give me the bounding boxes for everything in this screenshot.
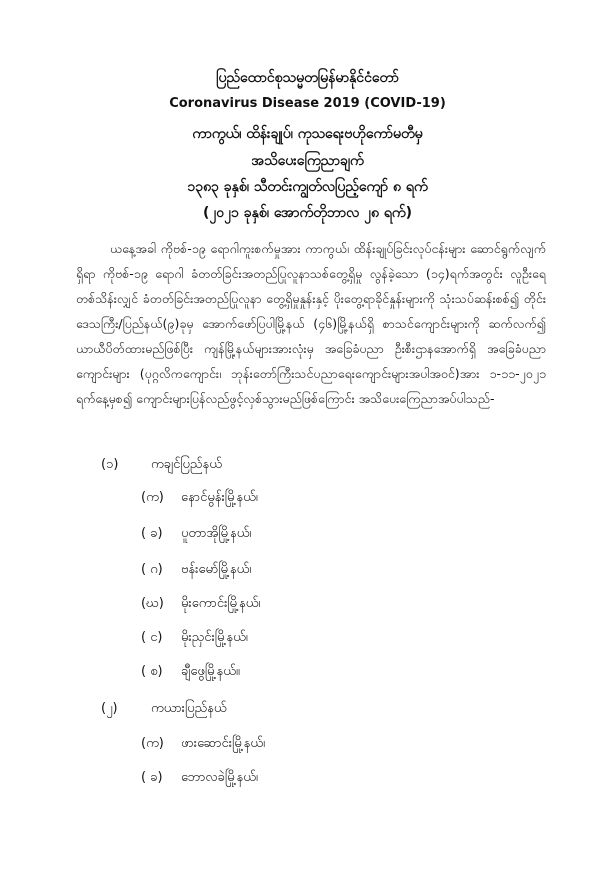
- myanmar-date: ၁၃၈၃ ခုနှစ်၊ သီတင်းကျွတ်လပြည့်ကျော် ၈ ရက်: [187, 179, 428, 195]
- item-name: ပူတာအိုမြို့နယ်၊: [181, 526, 252, 541]
- paragraph-text: ယနေ့အခါ ကိုဗစ်-၁၉ ရောဂါကူးစက်မှုအား ကာကွယ်၊ ထိန်းချုပ်ခြင်းလုပ်ငန်းများ ဆောင်ရွက်လျက်ရှိရာ ကိုဗစ်-၁၉ ရောဂါ ခံတတ်ခြင်းအတည်ပြုလူနာသစ်တွေ့ရှိမှု လွန်ခဲ့သော (၁၄)ရက်အတွင်း လူဦးရေ တစ်သိန်းလျှင် ခံတတ်ခြင်းအတည်ပြုလူနာ တွေ့ရှိမှုနှုန်းနှင့် ပိုးတွေ့ရာခိုင်နှုန်းများကို သုံးသပ်ဆန်းစစ်၍ တိုင်းဒေသကြီး/ပြည်နယ်(၉)ခုမှ အောက်ဖော်ပြပါမြို့နယ် (၄၆)မြို့နယ်ရှိ စာသင်ကျောင်းများကို ဆက်လက်၍ ယာယီပိတ်ထားမည်ဖြစ်ပြီး ကျန်မြို့နယ်များအားလုံးမှ အခြေခံပညာ ဦးစီးဌာနအောက်ရှိ အခြေခံပညာကျောင်းများ (ပုဂ္ဂလိကကျောင်း၊ ဘုန်းတော်ကြီးသင်ပညာရေးကျောင်းများအပါအဝင်)အား ၁-၁၁-၂၀၂၁ ရက်နေ့မှစ၍ ကျောင်းများပြန်လည်ဖွင့်လှစ်သွားမည်ဖြစ်ကြောင်း အသိပေးကြေညာအပ်ပါသည်-: [76, 241, 546, 406]
- item-letter: ( င): [141, 630, 163, 645]
- section-name: ကယားပြည်နယ်: [151, 701, 227, 716]
- list-item: [141, 629, 248, 648]
- item-letter: (က): [141, 490, 164, 505]
- item-name: ချီဖွေမြို့နယ်။: [181, 664, 240, 679]
- section-number: (၁): [101, 457, 119, 472]
- item-letter: ( ခ): [141, 770, 163, 785]
- item-letter: (ဃ): [141, 596, 164, 611]
- section-2: [101, 700, 227, 719]
- list-item: [141, 595, 260, 614]
- disease-title: Coronavirus Disease 2019 (COVID-19): [169, 96, 446, 111]
- announcement-paragraph: [76, 236, 546, 411]
- item-letter: ( စ): [141, 664, 163, 679]
- item-name: ဖားဆောင်းမြို့နယ်၊: [181, 736, 266, 751]
- announcement-title: အသိပေးကြေညာချက်: [251, 153, 364, 169]
- item-name: မိုးကောင်းမြို့နယ်၊: [181, 596, 261, 611]
- item-name: မိုးညှင်းမြို့နယ်၊: [181, 630, 248, 645]
- section-name: ကချင်ပြည်နယ်: [151, 457, 222, 472]
- list-item: [141, 489, 258, 508]
- item-name: နောင်မွန်းမြို့နယ်၊: [181, 490, 258, 505]
- section-1: [101, 456, 222, 475]
- item-letter: (က): [141, 736, 164, 751]
- list-item: [141, 525, 251, 544]
- committee-title: ကာကွယ်၊ ထိန်းချုပ်၊ ကုသရေးဗဟိုကော်မတီမှ: [192, 126, 423, 142]
- item-letter: ( ဂ): [141, 562, 163, 577]
- item-name: ဗန်းမော်မြို့နယ်၊: [181, 562, 252, 577]
- section-number: (၂): [101, 701, 118, 716]
- country-title: ပြည်ထောင်စုသမ္မတမြန်မာနိုင်ငံတော်: [216, 70, 399, 86]
- gregorian-date: (၂၀၂၁ ခုနှစ်၊ အောက်တိုဘာလ ၂၈ ရက်): [203, 205, 412, 221]
- item-name: ဘောလခဲမြို့နယ်၊: [181, 770, 258, 785]
- list-item: [141, 663, 240, 682]
- item-letter: ( ခ): [141, 526, 163, 541]
- list-item: [141, 769, 258, 788]
- list-item: [141, 561, 251, 580]
- list-item: [141, 735, 265, 754]
